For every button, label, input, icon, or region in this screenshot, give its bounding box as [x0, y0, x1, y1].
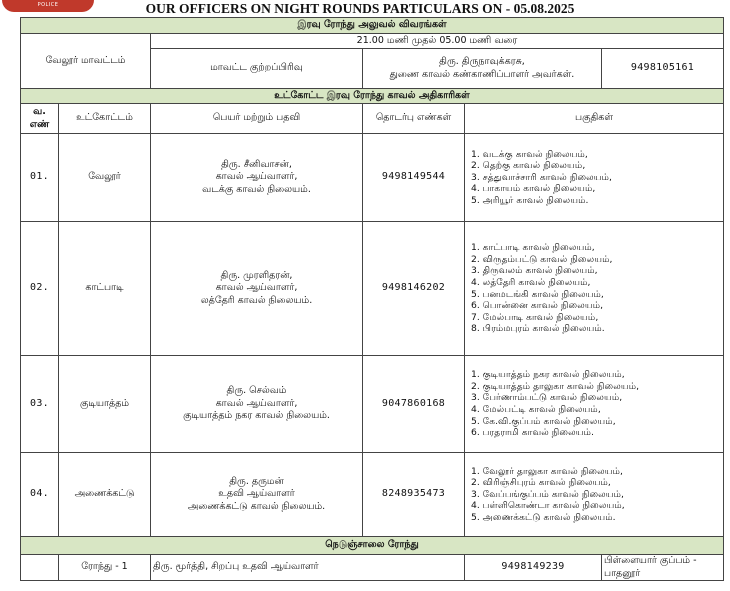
police-logo-text: POLICE [37, 2, 59, 8]
officer-designation: காவல் ஆய்வாளர், [215, 397, 298, 409]
area-item: 2. தெற்கு காவல் நிலையம், [471, 160, 586, 172]
time-row [21, 34, 724, 49]
row-phone: 9498146202 [363, 222, 465, 356]
area-item: 2. விரிஞ்சிபுரம் காவல் நிலையம், [471, 477, 611, 489]
section-band [21, 537, 724, 555]
district-officer-designation: துணை காவல் கண்காணிப்பாளர் அவர்கள். [389, 68, 575, 80]
district-phone: 9498105161 [602, 49, 724, 89]
officer-designation: உதவி ஆய்வாளர் [218, 488, 295, 500]
row-serial: 04. [21, 453, 59, 537]
area-item: 8. பிரம்மபுரம் காவல் நிலையம். [471, 323, 605, 335]
area-item: 5. கே.வி.குப்பம் காவல் நிலையம், [471, 415, 616, 427]
officer-name: திரு. முரளிதரன், [220, 269, 293, 281]
area-item: 6. பொன்னை காவல் நிலையம், [471, 300, 604, 312]
col-header-name: பெயர் மற்றும் பதவி [151, 104, 363, 134]
area-item: 5. அரியூர் காவல் நிலையம். [471, 194, 589, 206]
column-header-row [21, 104, 724, 134]
area-item: 1. வடக்கு காவல் நிலையம், [471, 148, 588, 160]
highway-empty-cell [21, 555, 59, 581]
table-row [21, 134, 724, 222]
row-phone: 8248935473 [363, 453, 465, 537]
officer-station: வடக்கு காவல் நிலையம். [202, 183, 311, 195]
area-item: 3. வேப்பங்குப்பம் காவல் நிலையம், [471, 488, 624, 500]
area-item: 4. மேல்பட்டி காவல் நிலையம், [471, 404, 601, 415]
row-serial: 03. [21, 356, 59, 453]
row-areas [465, 222, 724, 356]
row-serial: 01. [21, 134, 59, 222]
subdivision-heading: உட்கோட்ட இரவு ரோந்து காவல் அதிகாரிகள் [21, 89, 724, 104]
area-item: 1. குடியாத்தம் நகர காவல் நிலையம், [471, 369, 625, 381]
table-row [21, 356, 724, 453]
area-item: 3. திருவலம் காவல் நிலையம், [471, 265, 598, 277]
area-item: 7. மேல்பாடி காவல் நிலையம், [471, 311, 599, 323]
highway-patrol-heading: நெடுஞ்சாலை ரோந்து [21, 537, 724, 555]
section-band [21, 18, 724, 34]
row-officer [151, 453, 363, 537]
area-item: 1. வேலூர் தாலுகா காவல் நிலையம், [471, 465, 623, 477]
district-unit [151, 49, 363, 89]
officer-station: அணைக்கட்டு காவல் நிலையம். [187, 500, 326, 512]
area-item: 4. பள்ளிகொண்டா காவல் நிலையம், [471, 500, 625, 512]
row-officer [151, 356, 363, 453]
area-item: 5. பனமடங்கி காவல் நிலையம், [471, 288, 604, 300]
table-row [21, 453, 724, 537]
night-rounds-table [20, 17, 724, 581]
row-areas [465, 134, 724, 222]
area-item: 1. காட்பாடி காவல் நிலையம், [471, 242, 595, 254]
col-header-areas: பகுதிகள் [465, 104, 724, 134]
col-header-subdivision: உட்கோட்டம் [59, 104, 151, 134]
row-subdivision: வேலூர் [59, 134, 151, 222]
district-officer-cell [363, 49, 602, 89]
row-phone: 9047860168 [363, 356, 465, 453]
highway-row [21, 555, 724, 581]
row-areas [465, 453, 724, 537]
officer-name: திரு. தருமன் [229, 475, 284, 487]
district-unit-text: மாவட்ட குற்றப்பிரிவு [210, 62, 303, 74]
row-subdivision: அணைக்கட்டு [59, 453, 151, 537]
area-item: 6. பரதராமி காவல் நிலையம். [471, 427, 594, 439]
row-officer [151, 222, 363, 356]
officer-designation: காவல் ஆய்வாளர், [215, 171, 298, 183]
area-item: 3. சத்துவாச்சாரி காவல் நிலையம், [471, 171, 612, 183]
row-subdivision: குடியாத்தம் [59, 356, 151, 453]
highway-phone: 9498149239 [465, 555, 602, 581]
district-name: வேலூர் மாவட்டம் [21, 34, 151, 89]
highway-officer: திரு. மூர்த்தி, சிறப்பு உதவி ஆய்வாளர் [151, 555, 465, 581]
col-header-contact: தொடர்பு எண்கள் [363, 104, 465, 134]
col-header-serial: வ. எண் [21, 104, 59, 134]
highway-area: பிள்ளையார் குப்பம் - பாதனூர் [602, 555, 724, 581]
section-band [21, 89, 724, 104]
night-rounds-heading: இரவு ரோந்து அலுவல் விவரங்கள் [21, 18, 724, 34]
row-phone: 9498149544 [363, 134, 465, 222]
row-areas [465, 356, 724, 453]
row-serial: 02. [21, 222, 59, 356]
time-range: 21.00 மணி முதல் 05.00 மணி வரை [151, 34, 724, 49]
row-officer [151, 134, 363, 222]
officer-name: திரு. சீனிவாசன், [221, 158, 292, 170]
officer-station: குடியாத்தம் நகர காவல் நிலையம். [183, 410, 330, 422]
area-item: 2. விருதம்பட்டு காவல் நிலையம், [471, 253, 613, 265]
area-item: 3. பேர்ணாம்பட்டு காவல் நிலையம், [471, 392, 623, 404]
officer-name: திரு. செல்வம் [226, 385, 287, 397]
police-logo [2, 0, 94, 12]
area-item: 5. அணைக்கட்டு காவல் நிலையம். [471, 511, 616, 523]
row-subdivision: காட்பாடி [59, 222, 151, 356]
table-row [21, 222, 724, 356]
area-item: 4. பாகாயம் காவல் நிலையம், [471, 183, 596, 195]
area-item: 4. லத்தேரி காவல் நிலையம், [471, 276, 591, 288]
district-officer-name: திரு. திருநாவுக்கரசு, [439, 56, 525, 67]
officer-designation: காவல் ஆய்வாளர், [215, 282, 298, 294]
area-item: 2. குடியாத்தம் தாலுகா காவல் நிலையம், [471, 380, 640, 392]
officer-station: லத்தேரி காவல் நிலையம். [200, 294, 313, 306]
highway-label: ரோந்து - 1 [59, 555, 151, 581]
document-title: OUR OFFICERS ON NIGHT ROUNDS PARTICULARS ON - 05.08.2025 [145, 1, 575, 16]
